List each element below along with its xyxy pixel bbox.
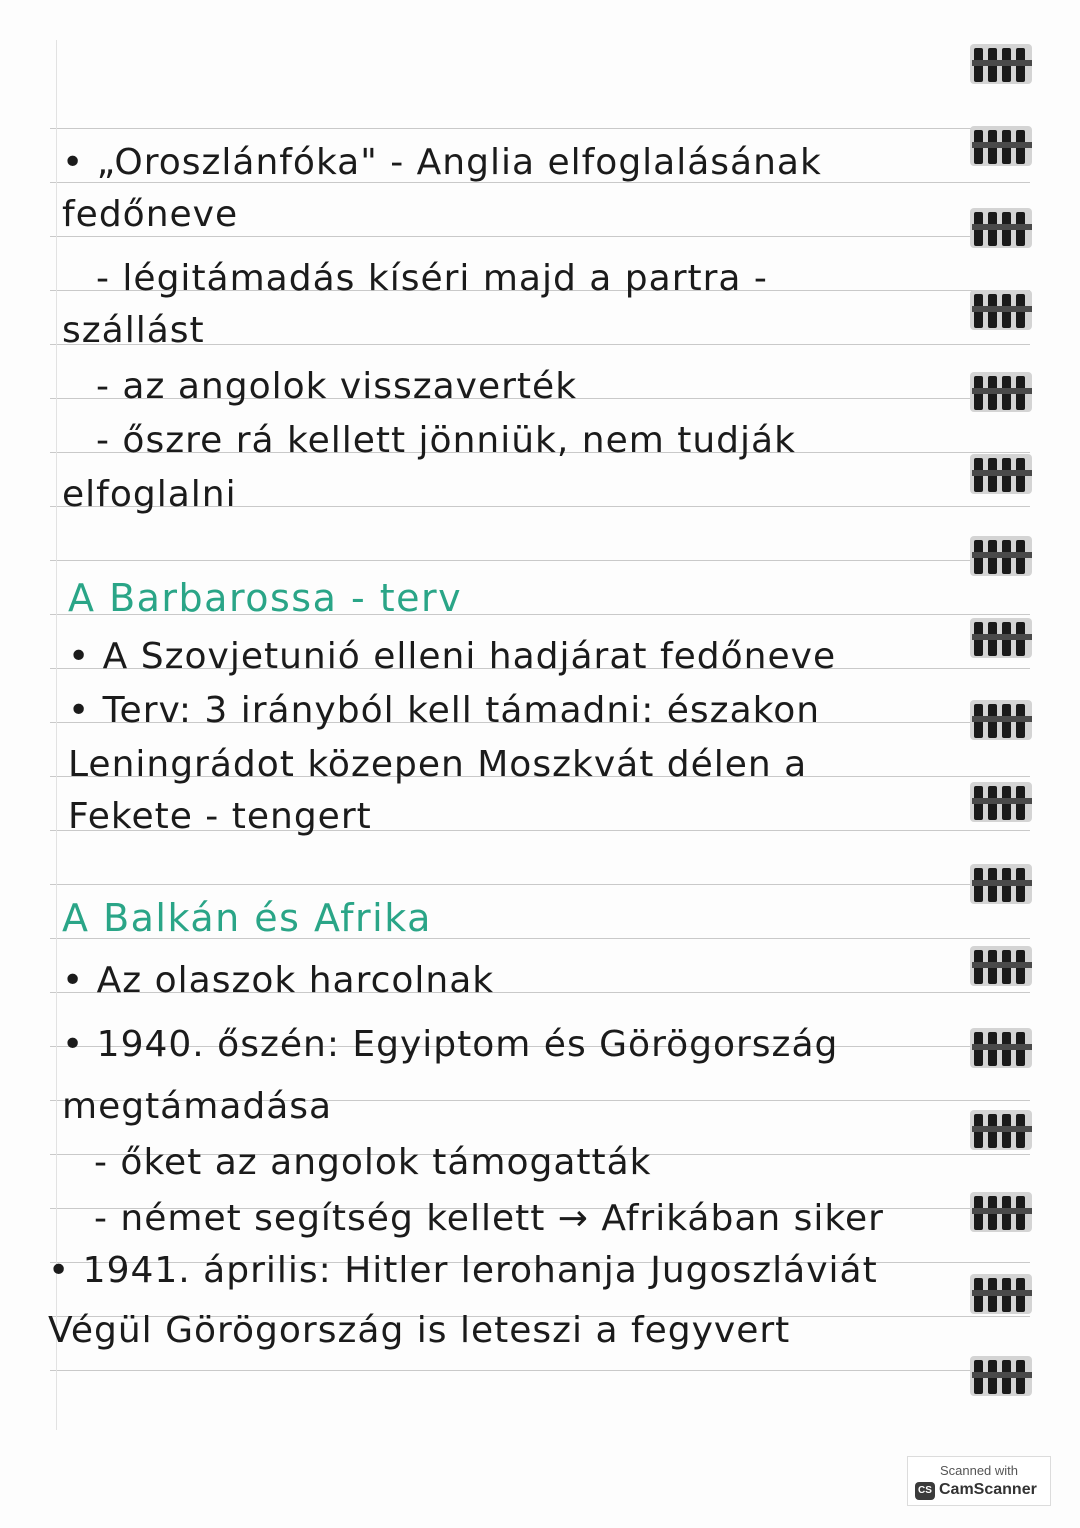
- note-line: Végül Görögország is leteszi a fegyvert: [48, 1310, 791, 1351]
- note-line: Leningrádot közepen Moszkvát délen a: [68, 744, 808, 785]
- note-line: fedőneve: [62, 194, 239, 235]
- note-line: • 1940. őszén: Egyiptom és Görögország: [62, 1024, 839, 1065]
- spiral-ring: [970, 618, 1032, 658]
- spiral-ring: [970, 946, 1032, 986]
- spiral-ring: [970, 536, 1032, 576]
- ruled-line: [50, 560, 1030, 561]
- camscanner-logo-icon: CS: [915, 1482, 935, 1500]
- margin-line: [56, 40, 57, 1430]
- note-line: - őket az angolok támogatták: [94, 1142, 652, 1183]
- note-line: • Az olaszok harcolnak: [62, 960, 495, 1001]
- note-line: - német segítség kellett → Afrikában siker: [94, 1198, 884, 1239]
- note-line: elfoglalni: [62, 474, 237, 515]
- spiral-ring: [970, 208, 1032, 248]
- spiral-ring: [970, 454, 1032, 494]
- spiral-ring: [970, 372, 1032, 412]
- note-line: • 1941. április: Hitler lerohanja Jugoszláviát: [48, 1250, 878, 1291]
- spiral-ring: [970, 1274, 1032, 1314]
- note-line: szállást: [62, 310, 205, 351]
- note-line: - őszre rá kellett jönniük, nem tudják: [96, 420, 796, 461]
- note-line: • A Szovjetunió elleni hadjárat fedőneve: [68, 636, 837, 677]
- note-line: Fekete - tengert: [68, 796, 372, 837]
- camscanner-badge: [907, 1456, 1051, 1506]
- ruled-line: [50, 884, 1030, 885]
- spiral-ring: [970, 1356, 1032, 1396]
- ruled-line: [50, 128, 1030, 129]
- spiral-ring: [970, 864, 1032, 904]
- spiral-ring: [970, 1028, 1032, 1068]
- spiral-binding: [968, 0, 1048, 1440]
- section-heading: A Balkán és Afrika: [62, 896, 432, 940]
- spiral-ring: [970, 290, 1032, 330]
- badge-caption: Scanned with: [939, 1463, 1019, 1478]
- section-heading: A Barbarossa - terv: [68, 576, 463, 620]
- note-line: • Terv: 3 irányból kell támadni: északon: [68, 690, 821, 731]
- spiral-ring: [970, 700, 1032, 740]
- spiral-ring: [970, 1110, 1032, 1150]
- note-line: • „Oroszlánfóka" - Anglia elfoglalásának: [62, 142, 822, 183]
- ruled-line: [50, 236, 1030, 237]
- badge-brand: CamScanner: [939, 1481, 1037, 1498]
- note-line: - az angolok visszaverték: [96, 366, 578, 407]
- spiral-ring: [970, 44, 1032, 84]
- spiral-ring: [970, 782, 1032, 822]
- note-line: megtámadása: [62, 1086, 333, 1127]
- spiral-ring: [970, 1192, 1032, 1232]
- ruled-line: [50, 1370, 1030, 1371]
- note-line: - légitámadás kíséri majd a partra -: [96, 258, 768, 299]
- spiral-ring: [970, 126, 1032, 166]
